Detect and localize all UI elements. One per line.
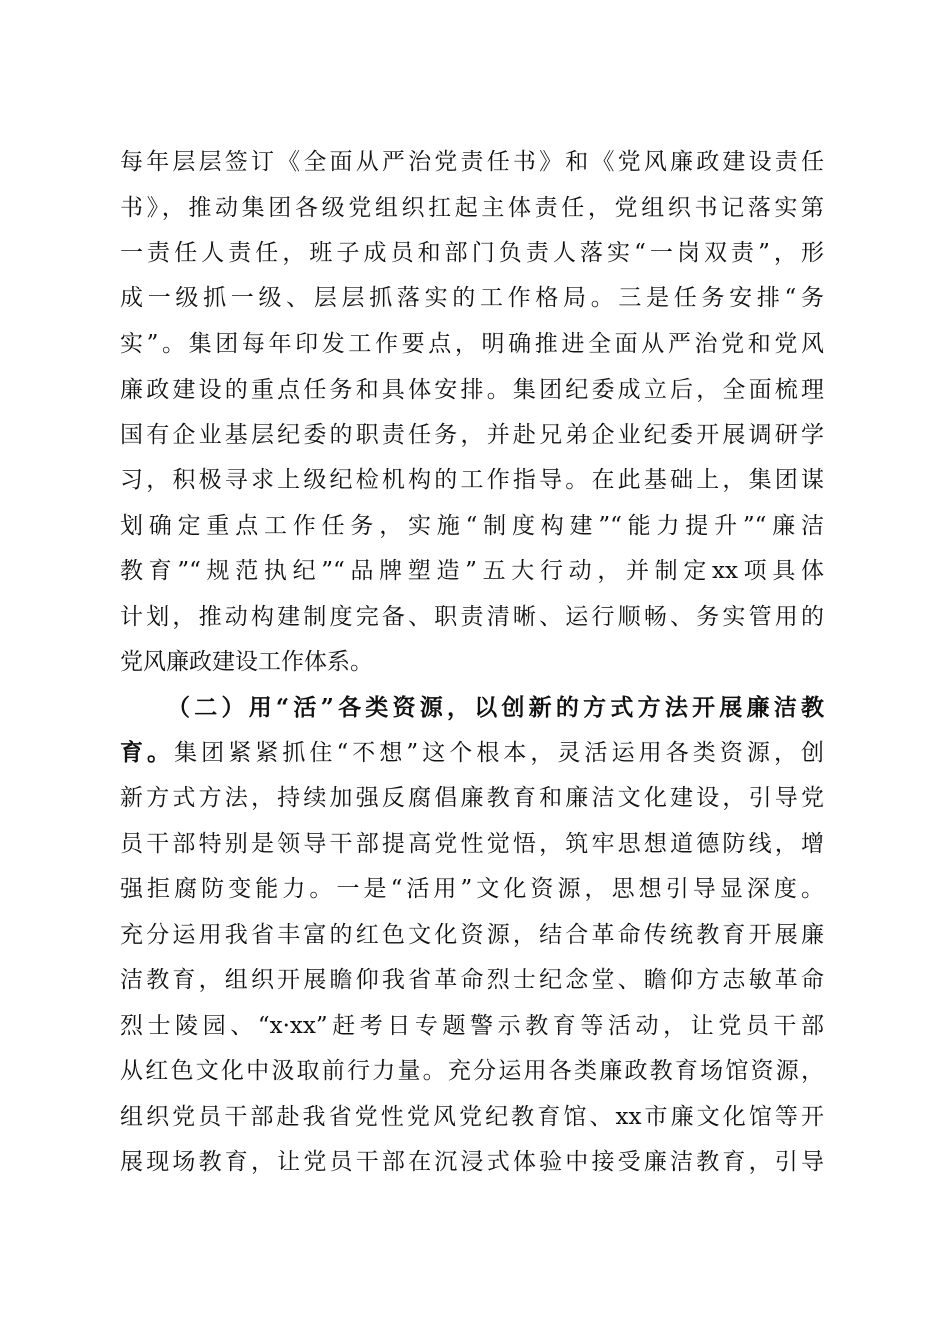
body-text-line: 计划，推动构建制度完备、职责清晰、运行顺畅、务实管用的: [120, 604, 824, 630]
body-text-line: 组织党员干部赴我省党性党风党纪教育馆、xx市廉文化馆等开: [120, 1104, 824, 1130]
body-text-line: 划确定重点工作任务，实施“制度构建”“能力提升”“廉洁: [120, 513, 824, 539]
body-text-line: 烈士陵园、“x·xx”赶考日专题警示教育等活动，让党员干部: [120, 1013, 824, 1039]
body-text-line: 习，积极寻求上级纪检机构的工作指导。在此基础上，集团谋: [120, 467, 824, 493]
section-intro-text: 集团紧紧抓住“不想”这个根本，灵活运用各类资源，创: [174, 740, 824, 766]
body-text-line: 廉政建设的重点任务和具体安排。集团纪委成立后，全面梳理: [120, 377, 824, 403]
section-heading-end: 育。: [120, 739, 175, 766]
section-heading-continuation: [120, 733, 824, 773]
body-text-line: 员干部特别是领导干部提高党性觉悟，筑牢思想道德防线，增: [120, 831, 824, 857]
body-text-line: 强拒腐防变能力。一是“活用”文化资源，思想引导显深度。: [120, 876, 824, 902]
body-text-line: 一责任人责任，班子成员和部门负责人落实“一岗双责”，形: [120, 240, 824, 266]
body-text-line: 洁教育，组织开展瞻仰我省革命烈士纪念堂、瞻仰方志敏革命: [120, 967, 824, 993]
body-text-line: 教育”“规范执纪”“品牌塑造”五大行动，并制定xx项具体: [120, 558, 824, 584]
body-text-line: 新方式方法，持续加强反腐倡廉教育和廉洁文化建设，引导党: [120, 785, 824, 811]
body-text-line: 党风廉政建设工作体系。: [120, 649, 373, 675]
body-text-line: 书》，推动集团各级党组织扛起主体责任，党组织书记落实第: [120, 195, 824, 221]
body-text-line: 实”。集团每年印发工作要点，明确推进全面从严治党和党风: [120, 331, 824, 357]
body-text-line: 充分运用我省丰富的红色文化资源，结合革命传统教育开展廉: [120, 922, 824, 948]
body-text-line: 国有企业基层纪委的职责任务，并赴兄弟企业纪委开展调研学: [120, 422, 824, 448]
section-heading: （二）用“活”各类资源，以创新的方式方法开展廉洁教: [167, 694, 824, 721]
body-text-line: 从红色文化中汲取前行力量。充分运用各类廉政教育场馆资源，: [120, 1058, 824, 1084]
body-text-line: 成一级抓一级、层层抓落实的工作格局。三是任务安排“务: [120, 285, 824, 311]
body-text-line: 每年层层签订《全面从严治党责任书》和《党风廉政建设责任: [120, 149, 824, 175]
body-text-line: 展现场教育，让党员干部在沉浸式体验中接受廉洁教育，引导: [120, 1149, 824, 1175]
